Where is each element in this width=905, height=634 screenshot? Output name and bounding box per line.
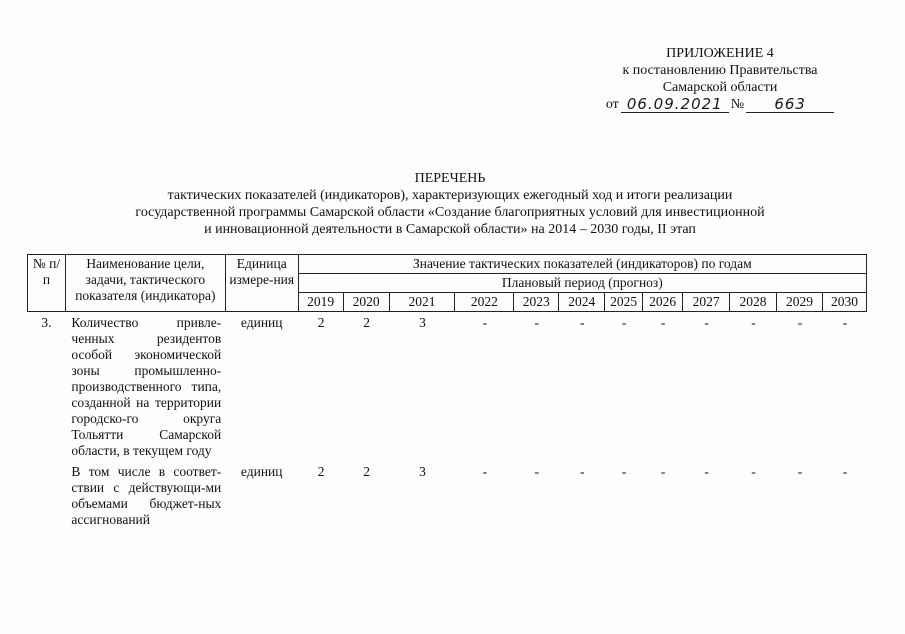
header-planned-period: Плановый период (прогноз)	[298, 274, 866, 293]
row-value: -	[704, 464, 709, 479]
row-number	[28, 462, 66, 531]
row-value: -	[482, 315, 488, 330]
year-header: 2030	[822, 293, 866, 312]
heading-title: ПЕРЕЧЕНЬ	[414, 171, 486, 186]
row-value: -	[621, 315, 627, 330]
header-unit: Единица измере-ния	[225, 255, 298, 312]
row-value: -	[842, 464, 848, 479]
header-number: № п/п	[28, 255, 66, 312]
row-value: -	[660, 315, 666, 330]
table-row	[28, 462, 867, 531]
row-value: -	[579, 464, 585, 479]
appendix-title: ПРИЛОЖЕНИЕ 4	[666, 46, 774, 61]
year-header: 2020	[343, 293, 389, 312]
row-value: -	[704, 315, 709, 330]
header-values-group: Значение тактических показателей (индикаторов) по годам	[298, 255, 866, 274]
header-name: Наименование цели, задачи, тактического показателя (индикатора)	[65, 255, 225, 312]
row-indicator-name: В том числе в соответ-ствии с действующи-ми объемами бюджет-ных ассигнований	[71, 464, 222, 527]
appendix-line-1: к постановлению Правительства	[622, 63, 818, 78]
year-header: 2019	[298, 293, 343, 312]
year-header: 2023	[514, 293, 559, 312]
heading-line-2: государственной программы Самарской области «Создание благоприятных условий для инвестиционной	[135, 205, 765, 220]
row-value: 2	[317, 464, 325, 479]
number-label: №	[730, 97, 745, 112]
row-value: -	[534, 315, 540, 330]
row-value: 3	[419, 315, 426, 330]
indicators-table	[27, 254, 867, 531]
row-value: -	[579, 315, 585, 330]
year-header: 2026	[643, 293, 683, 312]
row-value: 2	[363, 464, 370, 479]
row-value: -	[797, 315, 803, 330]
handwritten-date: 06.09.2021	[621, 96, 729, 113]
year-header: 2027	[683, 293, 730, 312]
year-header: 2024	[559, 293, 605, 312]
row-value: 2	[317, 315, 325, 330]
row-number: 3.	[41, 315, 52, 330]
row-value: -	[751, 315, 756, 330]
year-header: 2028	[730, 293, 777, 312]
from-label: от	[605, 97, 619, 112]
row-unit: единиц	[240, 464, 283, 479]
row-value: -	[660, 464, 666, 479]
year-header: 2022	[455, 293, 514, 312]
heading-line-1: тактических показателей (индикаторов), характеризующих ежегодный ход и итоги реализации	[167, 188, 733, 203]
row-indicator-name: Количество привле-ченных резидентов особой экономической зоны промышленно-производственного типа, созданной на территории городско-го округа Тольятти Самарской области, в текущем году	[71, 315, 222, 458]
row-value: 3	[419, 464, 426, 479]
year-header: 2029	[777, 293, 823, 312]
row-value: 2	[363, 315, 370, 330]
row-value: -	[534, 464, 540, 479]
row-value: -	[751, 464, 756, 479]
year-header: 2021	[389, 293, 455, 312]
table-row	[28, 312, 867, 463]
row-unit: единиц	[240, 315, 283, 330]
row-value: -	[797, 464, 803, 479]
handwritten-number: 663	[746, 96, 834, 113]
resolution-reference	[560, 96, 880, 113]
row-value: -	[621, 464, 627, 479]
row-value: -	[842, 315, 848, 330]
heading-line-3: и инновационной деятельности в Самарской области» на 2014 – 2030 годы, II этап	[204, 222, 696, 237]
row-value: -	[482, 464, 488, 479]
document-heading	[40, 170, 860, 238]
appendix-block	[560, 45, 880, 113]
year-header: 2025	[605, 293, 643, 312]
appendix-line-2: Самарской области	[662, 80, 778, 95]
